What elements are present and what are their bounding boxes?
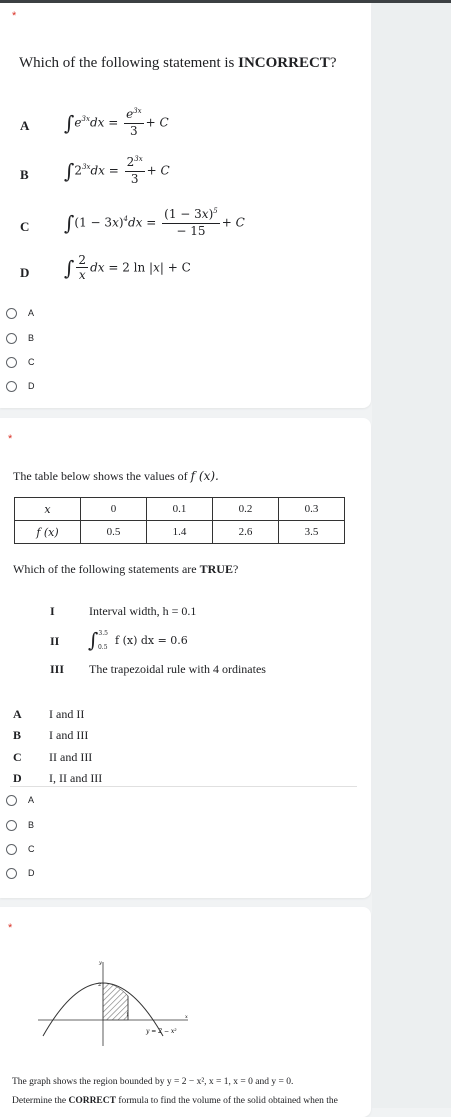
option-letter-b: B [20,167,29,182]
answer-letter: B [13,728,22,742]
x-axis-label: x [185,1014,188,1020]
question-title: Which of the following statement is INCORRECT? [19,55,337,71]
answer-letter: A [13,707,22,721]
option-letter-d: D [20,265,30,280]
required-mark: * [8,433,13,445]
table-row [15,498,345,521]
divider [10,786,357,787]
table-cell: 0.3 [279,498,345,521]
statement-number: II [50,634,60,648]
values-table [14,497,345,544]
question-3-text-line2: Determine the CORRECT formula to find the volume of the solid obtained when the [12,1096,338,1106]
statement-text: The trapezoidal rule with 4 ordinates [89,662,266,676]
required-mark: * [12,10,17,22]
table-intro: The table below shows the values of f (x). [13,469,219,483]
required-mark: * [8,922,13,934]
question-3-text-line1: The graph shows the region bounded by y = 2 − x², x = 1, x = 0 and y = 0. [12,1077,294,1087]
question-2-title: Which of the following statements are TRUE? [13,562,239,576]
radio-circle[interactable] [6,820,17,831]
answer-letter: C [13,750,22,764]
answer-text: I and III [49,728,89,742]
option-a-formula: $\int e^{3x}dx$ = $\frac{e^{3x}}{3}$ + C [64,107,169,138]
statement-number: III [50,662,65,676]
answer-text: I and II [49,707,85,721]
statement-text: f (x) dx = 0.6 [115,634,188,647]
y-tick-label: 2 [98,982,102,988]
table-cell: 0.5 [81,521,147,544]
table-cell: x [15,498,81,521]
shaded-region [103,983,128,1020]
radio-option-b[interactable]: B [6,330,34,346]
option-d-formula: ∫ $\frac{2}{x}$ dx = 2 ln |x| + C [64,253,191,282]
answer-text: II and III [49,750,93,764]
x-tick-label: 1 [126,1012,130,1018]
radio-option-d[interactable]: D [6,865,35,881]
radio-circle[interactable] [6,381,17,392]
answer-letter: D [13,771,22,785]
radio-option-d[interactable]: D [6,378,35,394]
radio-circle[interactable] [6,308,17,319]
radio-option-a[interactable]: A [6,792,34,808]
table-cell: 0 [81,498,147,521]
statement-number: I [50,604,55,618]
table-cell: 2.6 [213,521,279,544]
y-axis-label: y [99,960,102,966]
answer-text: I, II and III [49,771,103,785]
radio-option-c[interactable]: C [6,841,35,857]
radio-circle[interactable] [6,868,17,879]
option-letter-c: C [20,219,30,234]
radio-option-b[interactable]: B [6,817,34,833]
table-cell: 1.4 [147,521,213,544]
question-card-2 [0,418,371,898]
radio-option-a[interactable]: A [6,305,34,321]
radio-option-c[interactable]: C [6,354,35,370]
integral-symbol: ∫$^{3.5}_{0.5}$ [88,628,108,652]
right-margin [372,3,451,1108]
option-c-formula: $\int(1 - 3x)^4dx$ = $\frac{(1 - 3x)^5}{- 15}$ + C [64,207,245,238]
table-cell: 0.2 [213,498,279,521]
table-cell: f (x) [15,521,81,544]
radio-circle[interactable] [6,357,17,368]
table-cell: 0.1 [147,498,213,521]
table-row [15,521,345,544]
radio-circle[interactable] [6,795,17,806]
statement-text: Interval width, h = 0.1 [89,604,197,618]
option-b-formula: $\int 2^{3x}dx$ = $\frac{2^{3x}}{3}$ + C [64,155,170,186]
radio-circle[interactable] [6,333,17,344]
table-cell: 3.5 [279,521,345,544]
question-card-1 [0,3,371,408]
region-graph [38,958,198,1048]
option-letter-a: A [20,118,30,133]
curve-label: y = 2 − x² [146,1028,177,1035]
radio-circle[interactable] [6,844,17,855]
